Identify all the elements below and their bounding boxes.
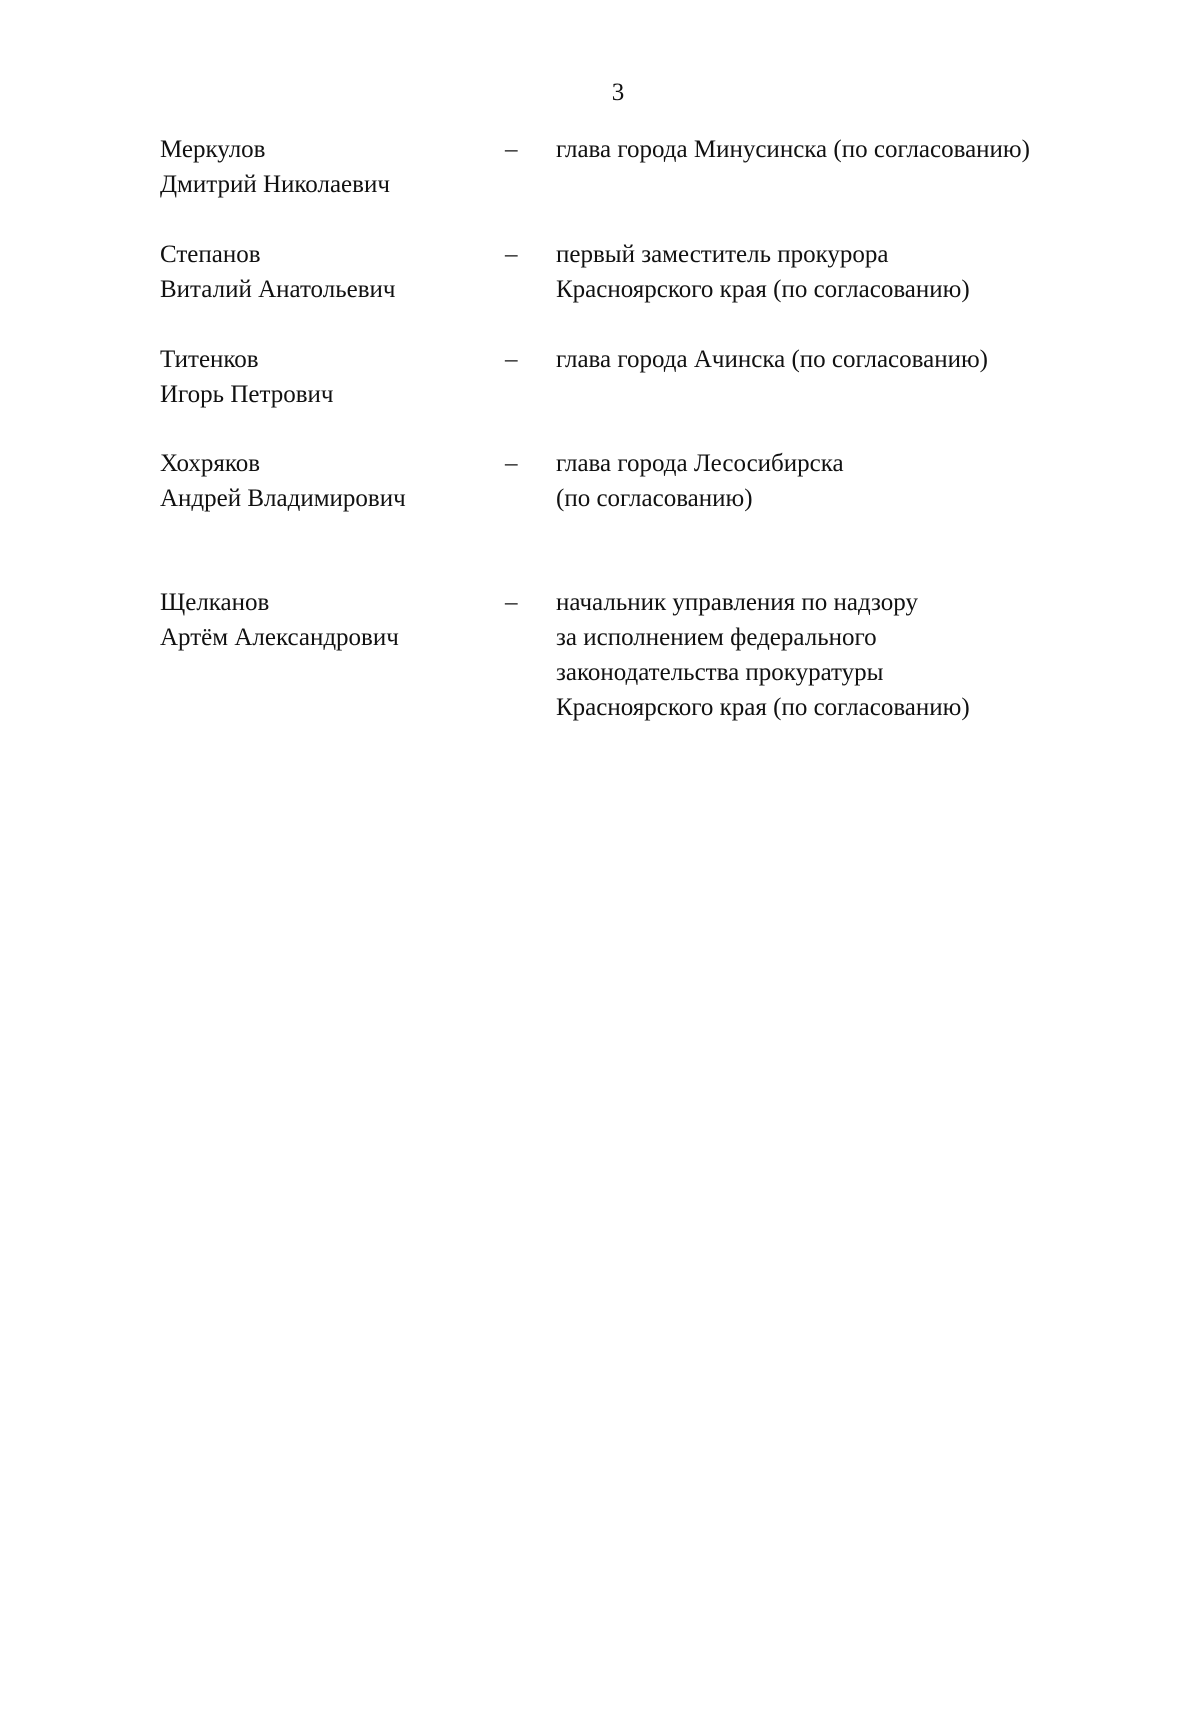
surname: Хохряков — [160, 450, 261, 477]
member-position — [556, 342, 1136, 377]
dash-separator: – — [505, 346, 518, 373]
page-number: 3 — [611, 79, 625, 106]
position-line: начальник управления по надзору — [556, 589, 918, 616]
member-position — [556, 446, 1136, 516]
member-position — [556, 237, 1136, 307]
surname: Щелканов — [160, 589, 270, 616]
position-line: законодательства прокуратуры — [556, 659, 884, 686]
position-line: глава города Ачинска (по согласованию) — [556, 346, 988, 373]
dash-separator: – — [505, 450, 518, 477]
position-line: за исполнением федерального — [556, 624, 877, 651]
member-name — [160, 585, 480, 655]
given-name: Виталий Анатольевич — [160, 276, 396, 303]
surname: Титенков — [160, 346, 259, 373]
member-name — [160, 342, 480, 412]
given-name: Артём Александрович — [160, 624, 399, 651]
surname: Степанов — [160, 241, 261, 268]
given-name: Дмитрий Николаевич — [160, 171, 390, 198]
position-line: первый заместитель прокурора — [556, 241, 889, 268]
surname: Меркулов — [160, 136, 266, 163]
position-line: глава города Минусинска (по согласованию) — [556, 136, 1030, 163]
position-line: глава города Лесосибирска — [556, 450, 844, 477]
member-name — [160, 446, 480, 516]
member-name — [160, 237, 480, 307]
position-line: Красноярского края (по согласованию) — [556, 694, 970, 721]
position-line: (по согласованию) — [556, 485, 753, 512]
dash-separator: – — [505, 589, 518, 616]
given-name: Игорь Петрович — [160, 381, 334, 408]
dash-separator: – — [505, 136, 518, 163]
position-line: Красноярского края (по согласованию) — [556, 276, 970, 303]
dash-separator: – — [505, 241, 518, 268]
member-name — [160, 132, 480, 202]
member-position — [556, 585, 1136, 725]
given-name: Андрей Владимирович — [160, 485, 406, 512]
member-position — [556, 132, 1136, 167]
